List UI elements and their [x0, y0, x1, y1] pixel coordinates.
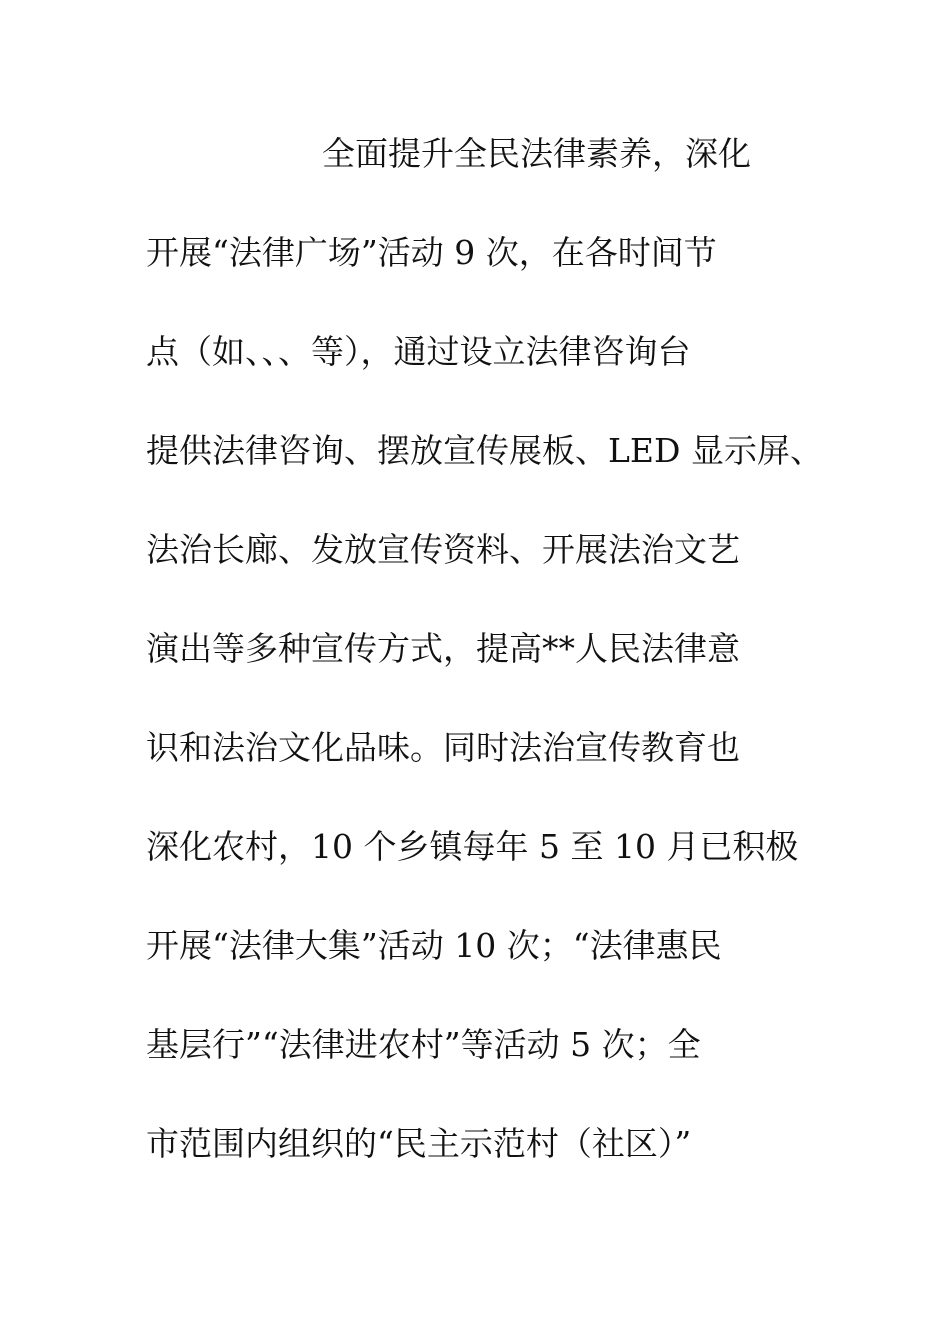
text-line: 法治长廊、发放宣传资料、开展法治文艺 [146, 530, 740, 569]
text-line: 开展“法律广场”活动 9 次，在各时间节 [146, 233, 717, 272]
text-line: 全面提升全民法律素养，深化 [322, 134, 751, 173]
text-line: 点（如、、、等），通过设立法律咨询台 [146, 332, 691, 371]
body-paragraph [146, 126, 836, 1215]
text-line: 开展“法律大集”活动 10 次；“法律惠民 [146, 926, 722, 965]
text-line: 演出等多种宣传方式，提高**人民法律意 [146, 629, 740, 668]
text-line: 识和法治文化品味。同时法治宣传教育也 [146, 728, 740, 767]
text-line: 基层行”“法律进农村”等活动 5 次；全 [146, 1025, 701, 1064]
text-line: 提供法律咨询、摆放宣传展板、LED 显示屏、 [146, 431, 823, 470]
text-line: 市范围内组织的“民主示范村（社区）” [146, 1124, 692, 1163]
text-line: 深化农村，10 个乡镇每年 5 至 10 月已积极 [146, 827, 799, 866]
